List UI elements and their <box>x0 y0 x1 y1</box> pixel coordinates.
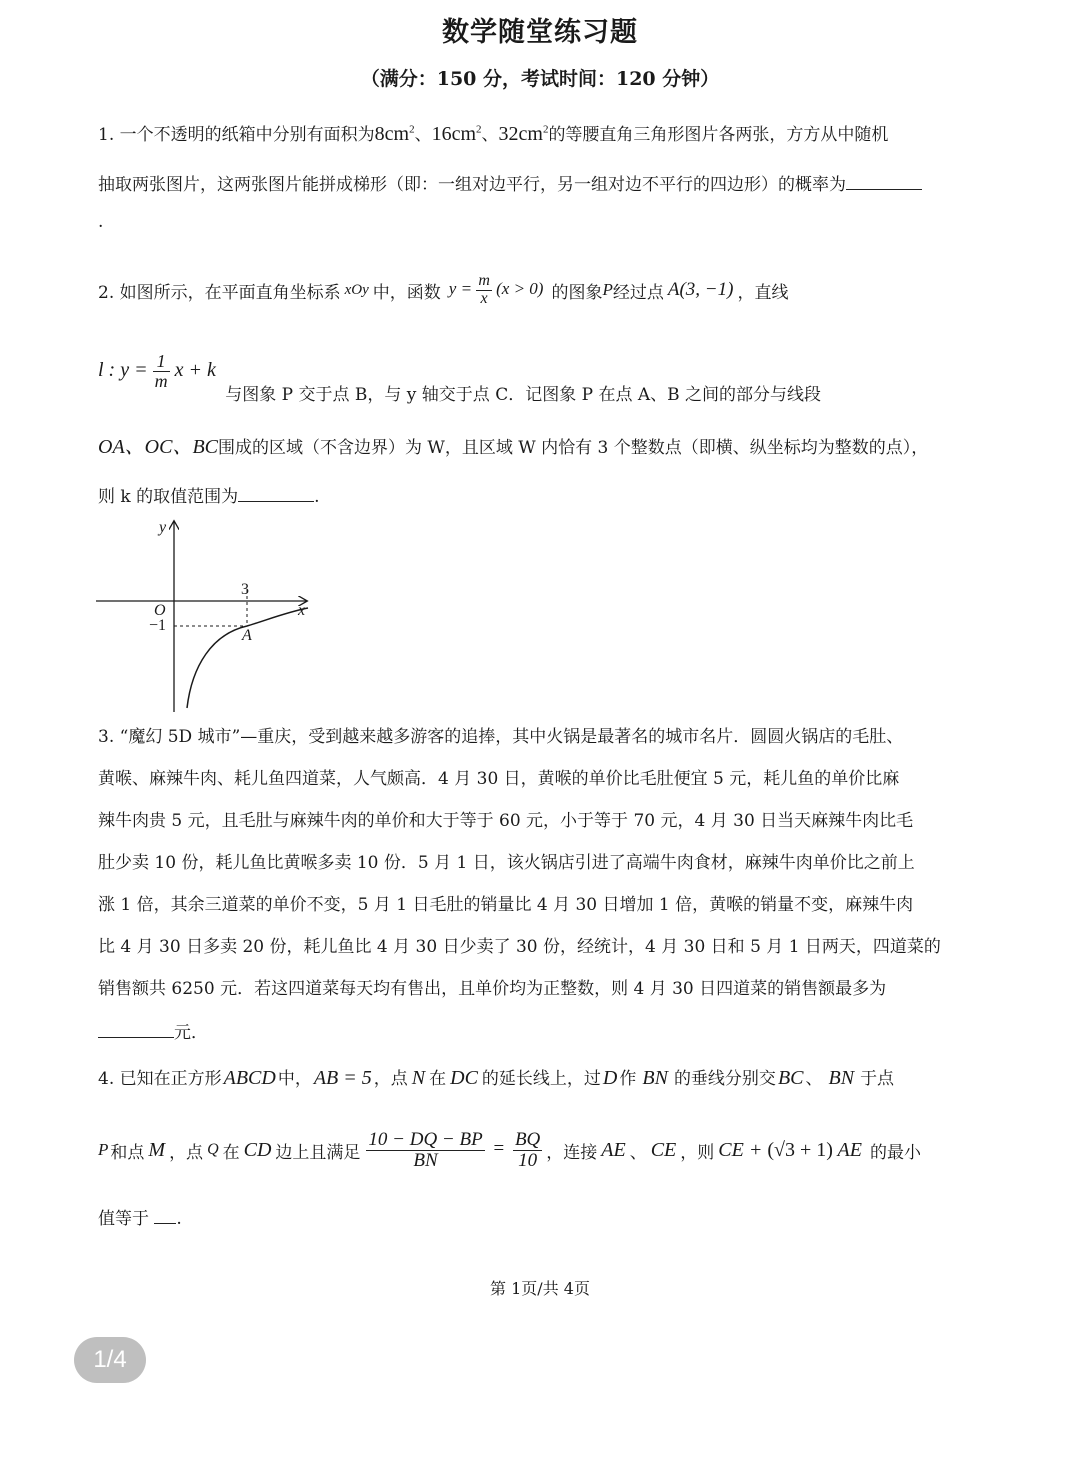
page-title: 数学随堂练习题 <box>442 17 638 48</box>
q3-line-4: 肚少卖 10 份，耗儿鱼比黄喉多卖 10 份．5 月 1 日，该火锅店引进了高端牛肉食材，麻辣牛肉单价比之前上 <box>98 853 915 873</box>
function-graph <box>92 516 332 716</box>
q1-line-2: 抽取两张图片，这两张图片能拼成梯形（即：一组对边平行，另一组对边不平行的四边形）的概率为 <box>98 170 922 195</box>
line-l-expression: l : y = $\frac{1}{m}$ x + k <box>98 351 216 391</box>
q1-text: 1. 一个不透明的纸箱中分别有面积为 <box>98 125 375 145</box>
area-16: $16cm^2$ <box>431 123 482 145</box>
q1-text-b: 的等腰直角三角形图片各两张，方方从中随机 <box>548 125 889 145</box>
area-32: $32cm^2$ <box>498 123 549 145</box>
area-8: $8cm^2$ <box>374 123 415 145</box>
point-a: A(3, −1) <box>667 279 734 300</box>
q2-line-4: 则 k 的取值范围为 . <box>98 487 320 507</box>
q4-line-2: P 和点 M ，点 Q 在 CD 边上且满足 $\frac{10 - DQ - BP}{BN}$ = $\frac{BQ}{10}$ ，连接 AE 、 CE ，则 CE + (√3 + 1) AE 的最小 <box>98 1128 921 1171</box>
target-expression: CE + (√3 + 1) AE <box>718 1138 862 1161</box>
q4-line-3: 值等于 . <box>98 1209 182 1229</box>
label-o: O <box>154 602 166 619</box>
q4-line-1: 4. 已知在正方形 ABCD 中， AB = 5 ，点 N 在 DC 的延长线上，过 D 作 BN 的垂线分别交 BC 、 BN 于点 <box>98 1067 895 1089</box>
q2-line-1: 2. 如图所示，在平面直角坐标系 xOy 中，函数 y = $\frac{m}{x}$ (x > 0) 的图象 P 经过点 A(3, −1) ，直线 <box>98 271 789 307</box>
label-y: y <box>159 519 167 536</box>
q3-line-7: 销售额共 6250 元．若这四道菜每天均有售出，且单价均为正整数，则 4 月 30 日四道菜的销售额最多为 <box>98 979 887 999</box>
label-neg1: −1 <box>149 617 167 634</box>
q3-line-5: 涨 1 倍，其余三道菜的单价不变，5 月 1 日毛肚的销量比 4 月 30 日增加 1 倍，黄喉的销量不变，麻辣牛肉 <box>98 895 914 915</box>
page-indicator[interactable]: 1/4 <box>74 1337 146 1383</box>
q1-line-1: 1. 一个不透明的纸箱中分别有面积为$8cm^2$、$16cm^2$、$32cm^2$的等腰直角三角形图片各两张，方方从中随机 <box>98 123 889 145</box>
q2-line-3: OA、OC、BC围成的区域（不含边界）为 W，且区域 W 内恰有 3 个整数点（即横、纵坐标均为整数的点）， <box>98 436 929 458</box>
q3-line-6: 比 4 月 30 日多卖 20 份，耗儿鱼比 4 月 30 日少卖了 30 份，经统计，4 月 30 日和 5 月 1 日两天，四道菜的 <box>98 937 941 957</box>
label-a: A <box>242 627 252 644</box>
q3-line-2: 黄喉、麻辣牛肉、耗儿鱼四道菜，人气颇高．4 月 30 日，黄喉的单价比毛肚便宜 5 元，耗儿鱼的单价比麻 <box>98 769 900 789</box>
q2-line-2: l : y = $\frac{1}{m}$ x + k 与图象 P 交于点 B，与 y 轴交于点 C．记图象 P 在点 A、B 之间的部分与线段 <box>98 351 822 405</box>
q3-line-3: 辣牛肉贵 5 元，且毛肚与麻辣牛肉的单价和大于等于 60 元，小于等于 70 元，4 月 30 日当天麻辣牛肉比毛 <box>98 811 914 831</box>
page-subtitle: （满分：150 分，考试时间：120 分钟） <box>360 68 720 90</box>
q3-line-8: 元． <box>98 1018 208 1043</box>
xoy: xOy <box>344 281 369 298</box>
function-expression: y = $\frac{m}{x}$ (x > 0) <box>448 271 544 307</box>
q3-line-1: 3. “魔幻 5D 城市”—重庆，受到越来越多游客的追捧，其中火锅是最著名的城市名片．圆圆火锅店的毛肚、 <box>98 727 904 747</box>
label-x: x <box>298 602 306 619</box>
label-3: 3 <box>241 581 249 598</box>
answer-blank-q1 <box>846 175 922 190</box>
answer-blank-q4 <box>154 1209 176 1224</box>
segments: OA、OC、BC <box>98 436 218 458</box>
q1-line-3: . <box>98 212 104 232</box>
answer-blank-q2 <box>238 487 314 502</box>
condition-fraction: $\frac{10 - DQ - BP}{BN}$ = $\frac{BQ}{10}$ <box>368 1128 541 1171</box>
answer-blank-q3 <box>98 1023 174 1038</box>
page-footer: 第 1页/共 4页 <box>490 1279 590 1298</box>
